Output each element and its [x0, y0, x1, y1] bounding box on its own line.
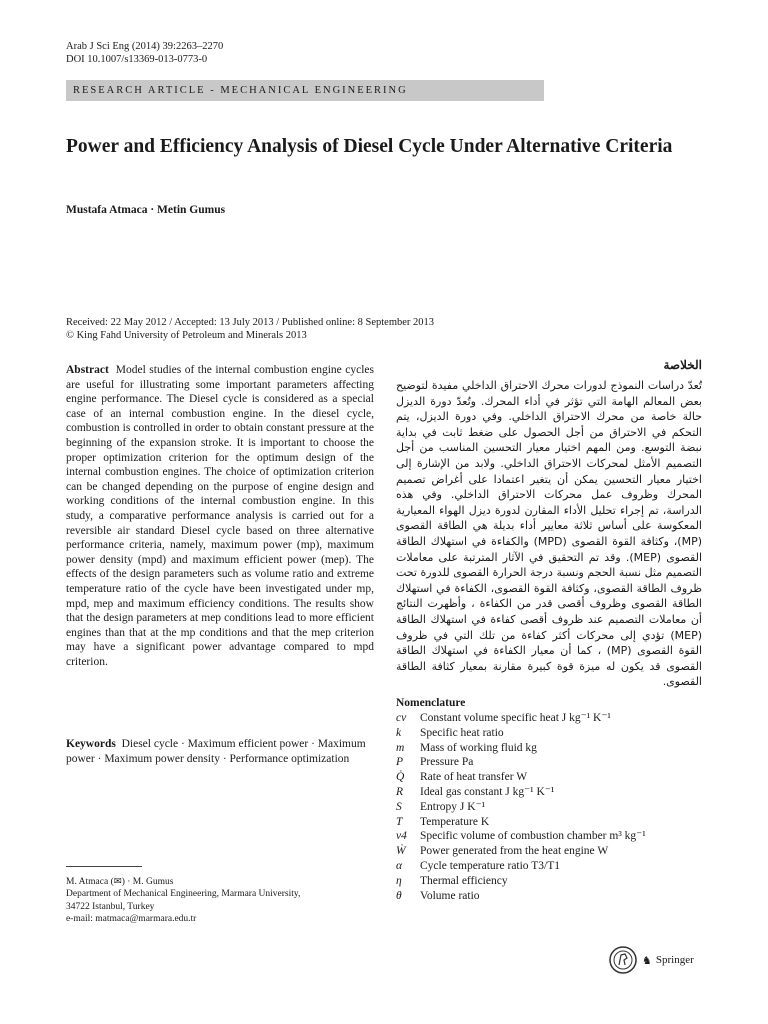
nomenclature-description: Ideal gas constant J kg⁻¹ K⁻¹: [420, 785, 555, 798]
nomenclature-description: Entropy J K⁻¹: [420, 800, 486, 813]
nomenclature-symbol: S: [396, 800, 402, 813]
arabic-abstract-heading: الخلاصة: [663, 358, 702, 372]
nomenclature-symbol: θ: [396, 889, 402, 902]
author-list: Mustafa Atmaca · Metin Gumus: [66, 204, 226, 216]
nomenclature-symbol: R: [396, 785, 404, 798]
journal-meta: [66, 40, 223, 66]
nomenclature-row: [396, 874, 716, 889]
arabic-abstract: تُعدّ دراسات النموذج لدورات محرك الاحتراق الداخلي مفيدة لتوضيح بعض المعالم الهامة التي تؤثر في أداء المحرك. وتُعدّ دورة الديزل حالة خاصة من محرك الاحتراق الداخلي. وفي دورة الديزل، يتم التحكم في الاحتراق من أجل الحصول على ضغط ثابت في بداية نبضة التوسع. ومن المهم اختيار معيار التحسين المناسب من أجل التصميم الأمثل لمحركات الاحتراق الداخلي. ولابد من الإشارة إلى اختيار معيار التحسين يمكن أن يتغير اعتمادا على أغراض تصميم المحرك وظروف عمل محركات الاحتراق الداخلي. وفي هذه الدراسة، تم إجراء تحليل الأداء المقارن لدورة ديزل الهواء المعيارية المعكوسة على أساس ثلاثة معايير أداء بديلة هي الطاقة القصوى (MP)، وكثافة القوة القصوى (MPD) والكفاءة في استهلاك الطاقة القصوى (MEP). وقد تم التحقيق في الآثار المترتبة على معاملات التصميم مثل نسبة الحجم ونسبة درجة الحرارة القصوى للدورة تحت ظروف الطاقة القصوى، وكثافة القوة القصوى، الكفاءة في استهلاك الطاقة القصوى وظروف أقصى قدر من الكفاءة ، وأظهرت النتائج أن معاملات التصميم عند ظروف أقصى كفاءة في استهلاك الطاقة (MEP) تؤدي إلى محركات أكثر كفاءة من تلك التي في ظروف القوة القصوى (MP) ، كما أن معيار الكفاءة في استهلاك الطاقة القصوى قد يكون له ميزة قوة كبيرة مقارنة بمعيار كثافة الطاقة القصوى.: [396, 379, 702, 689]
keywords-text: Diesel cycle · Maximum efficient power · Maximum power · Maximum power density · Performance optimization: [66, 738, 366, 765]
journal-citation: Arab J Sci Eng (2014) 39:2263–2270: [66, 41, 224, 52]
article-type-banner: RESEARCH ARTICLE - MECHANICAL ENGINEERING: [66, 80, 544, 101]
nomenclature-description: Thermal efficiency: [420, 874, 508, 887]
nomenclature-symbol: cv: [396, 712, 407, 724]
nomenclature-symbol: P: [396, 756, 404, 769]
paper-title: Power and Efficiency Analysis of Diesel Cycle Under Alternative Criteria: [66, 136, 673, 157]
nomenclature-symbol: m: [396, 741, 405, 754]
department: Department of Mechanical Engineering, Marmara University,: [66, 889, 301, 900]
nomenclature-row: [396, 844, 716, 859]
nomenclature-description: Rate of heat transfer W: [420, 771, 528, 784]
nomenclature-symbol: T: [396, 815, 403, 828]
nomenclature: [396, 697, 716, 903]
affiliation: [66, 876, 376, 925]
nomenclature-title: Nomenclature: [396, 697, 466, 709]
nomenclature-row: [396, 726, 716, 741]
publisher-logo: [608, 945, 694, 975]
nomenclature-row: [396, 889, 716, 904]
nomenclature-row: [396, 815, 716, 830]
nomenclature-description: Specific heat ratio: [420, 726, 504, 739]
keywords: [66, 737, 374, 766]
nomenclature-description: Mass of working fluid kg: [420, 741, 537, 754]
springer-knight-icon: ♞: [642, 954, 652, 967]
nomenclature-description: Volume ratio: [420, 889, 480, 902]
footnote-divider: [66, 866, 142, 867]
nomenclature-row: [396, 859, 716, 874]
springer-horse-icon: [608, 945, 638, 975]
nomenclature-symbol: Q̇: [396, 771, 405, 784]
nomenclature-symbol: η: [396, 874, 402, 887]
nomenclature-row: [396, 711, 716, 726]
nomenclature-symbol: Ẇ: [396, 845, 406, 858]
abstract: [66, 363, 374, 669]
copyright-line: © King Fahd University of Petroleum and Minerals 2013: [66, 330, 307, 341]
city: 34722 Istanbul, Turkey: [66, 901, 155, 912]
nomenclature-description: Specific volume of combustion chamber m³ kg⁻¹: [420, 830, 646, 843]
nomenclature-symbol: α: [396, 859, 403, 872]
keywords-label: Keywords: [66, 738, 116, 750]
nomenclature-description: Power generated from the heat engine W: [420, 845, 609, 858]
publication-dates: [66, 316, 434, 342]
received-line: Received: 22 May 2012 / Accepted: 13 July 2013 / Published online: 8 September 2013: [66, 317, 435, 328]
abstract-text: Model studies of the internal combustion engine cycles are useful for illustrating some important parameters affecting engine performance. The Diesel cycle is considered as a special case of an internal combustion engine. In the diesel cycle, combustion is controlled in order to obtain constant pressure at the beginning of the expansion stroke. It is important to choose the proper optimization criterion for the optimum design of the internal combustion engines. The choice of optimization criterion can be changed depending on the purpose of engine design and working conditions of the internal combustion engine. In this study, a comparative performance analysis is carried out for a reversible air standard Diesel cycle based on three alternative performance criteria, namely, maximum power (mp), maximum power density (mpd) and maximum efficient power (mep). The effects of the design parameters such as volume ratio and extreme temperature ratio of the cycle have been investigated under mp, mpd, mep and maximum efficiency conditions. The results show that the design parameters at mep conditions lead to more efficient engines than that at the mp conditions and that the mep criterion may have a significant power advantage compared to mpd criterion.: [66, 364, 374, 668]
nomenclature-symbol: k: [396, 726, 402, 739]
nomenclature-list: [396, 711, 716, 903]
nomenclature-symbol: v4: [396, 830, 407, 843]
email[interactable]: e-mail: matmaca@marmara.edu.tr: [66, 913, 197, 924]
doi: DOI 10.1007/s13369-013-0773-0: [66, 54, 208, 65]
abstract-label: Abstract: [66, 364, 109, 376]
nomenclature-row: [396, 755, 716, 770]
nomenclature-description: Cycle temperature ratio T3/T1: [420, 859, 560, 872]
corresponding-authors: M. Atmaca (✉) · M. Gumus: [66, 877, 174, 887]
nomenclature-row: [396, 829, 716, 844]
nomenclature-row: [396, 770, 716, 785]
nomenclature-row: [396, 800, 716, 815]
nomenclature-row: [396, 741, 716, 756]
nomenclature-description: Constant volume specific heat J kg⁻¹ K⁻¹: [420, 712, 611, 724]
nomenclature-description: Temperature K: [420, 815, 490, 828]
nomenclature-row: [396, 785, 716, 800]
publisher-name: Springer: [655, 954, 694, 966]
nomenclature-description: Pressure Pa: [420, 756, 474, 769]
